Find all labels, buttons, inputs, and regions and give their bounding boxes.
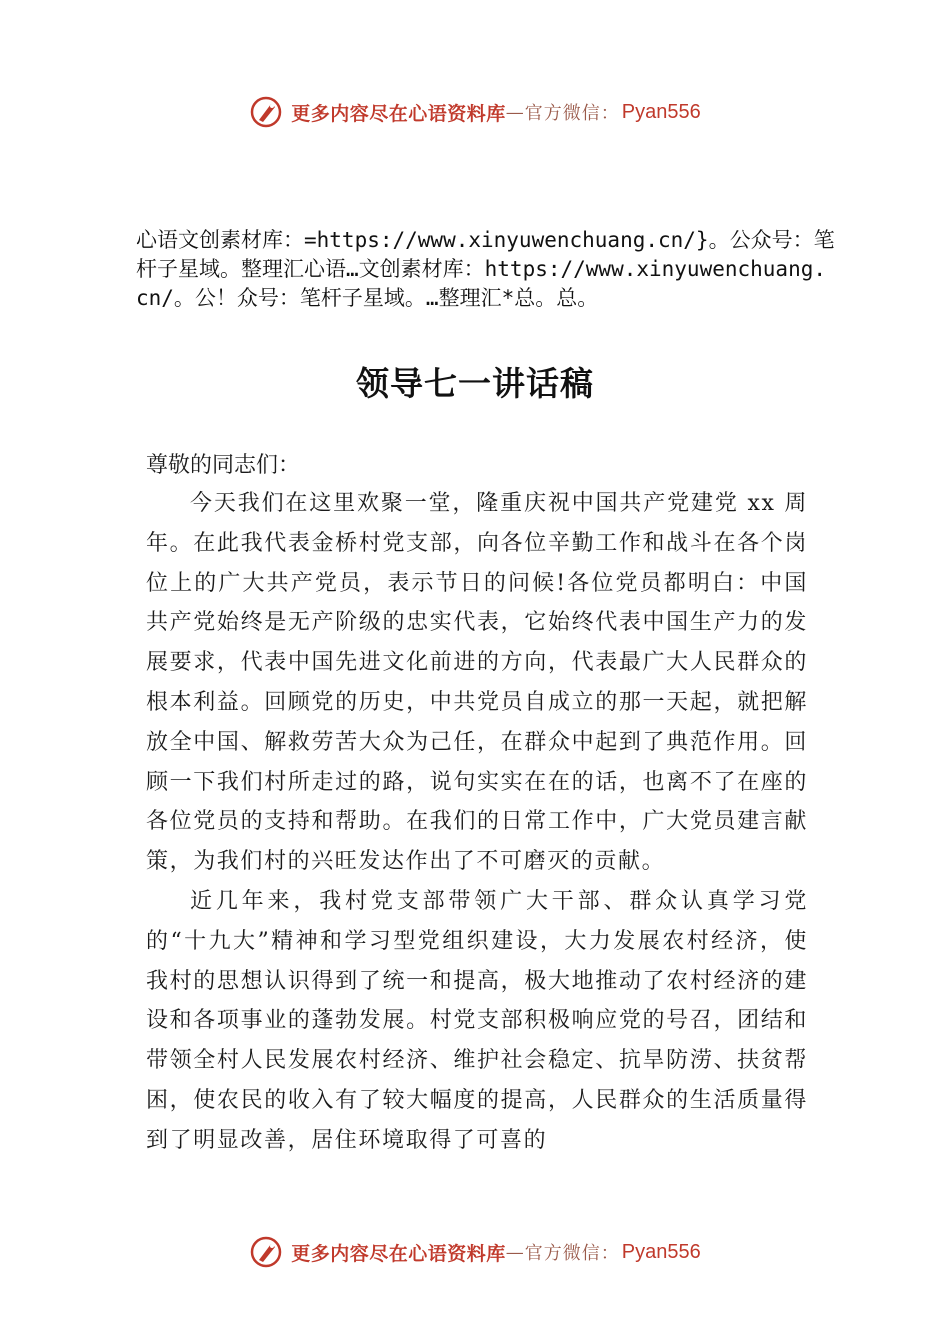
pen-nib-circle-icon <box>249 1235 283 1269</box>
pen-nib-circle-icon <box>249 95 283 129</box>
document-title: 领导七一讲话稿 <box>356 364 594 403</box>
banner-sub-text: 官方微信： <box>524 1243 620 1264</box>
banner-wechat-id: Pyan556 <box>621 100 701 123</box>
paragraph: 今天我们在这里欢聚一堂，隆重庆祝中国共产党建党 xx 周年。在此我代表金桥村党支部，向各位辛勤工作和战斗在各个岗位上的广大共产党员，表示节日的问候!各位党员都明白：中国共产党始终是无产阶级的忠实代表，它始终代表中国生产力的发展要求，代表中国先进文化前进的方向，代表最广大人民群众的根本利益。回顾党的历史，中共党员自成立的那一天起，就把解放全中国、解救劳苦大众为己任，在群众中起到了典范作用。回顾一下我们村所走过的路，说句实实在在的话，也离不了在座的各位党员的支持和帮助。在我们的日常工作中，广大党员建言献策，为我们村的兴旺发达作出了不可磨灭的贡献。 <box>146 491 808 875</box>
header-banner <box>0 92 950 132</box>
footer-banner <box>0 1232 950 1272</box>
source-note: 心语文创素材库：=https://www.xinyuwenchuang.cn/}。公众号：笔杆子星域。整理汇心语…文创素材库：https://www.xinyuwenchuang.cn/。公！众号：笔杆子星域。…整理汇*总。总。 <box>136 228 835 310</box>
banner-sub-text: 官方微信： <box>524 103 620 124</box>
banner-dash: — <box>505 101 525 123</box>
paragraph: 近几年来，我村党支部带领广大干部、群众认真学习党的“十九大”精神和学习型党组织建设，大力发展农村经济，使我村的思想认识得到了统一和提高，极大地推动了农村经济的建设和各项事业的蓬勃发展。村党支部积极响应党的号召，团结和带领全村人民发展农村经济、维护社会稳定、抗旱防涝、扶贫帮困，使农民的收入有了较大幅度的提高，人民群众的生活质量得到了明显改善，居住环境取得了可喜的 <box>146 888 808 1153</box>
document-body <box>146 484 808 1161</box>
banner-main-text: 更多内容尽在心语资料库 <box>291 1242 506 1265</box>
banner-wechat-id: Pyan556 <box>621 1240 701 1263</box>
banner-main-text: 更多内容尽在心语资料库 <box>291 102 506 125</box>
banner-dash: — <box>505 1241 525 1263</box>
salutation: 尊敬的同志们： <box>146 453 301 478</box>
